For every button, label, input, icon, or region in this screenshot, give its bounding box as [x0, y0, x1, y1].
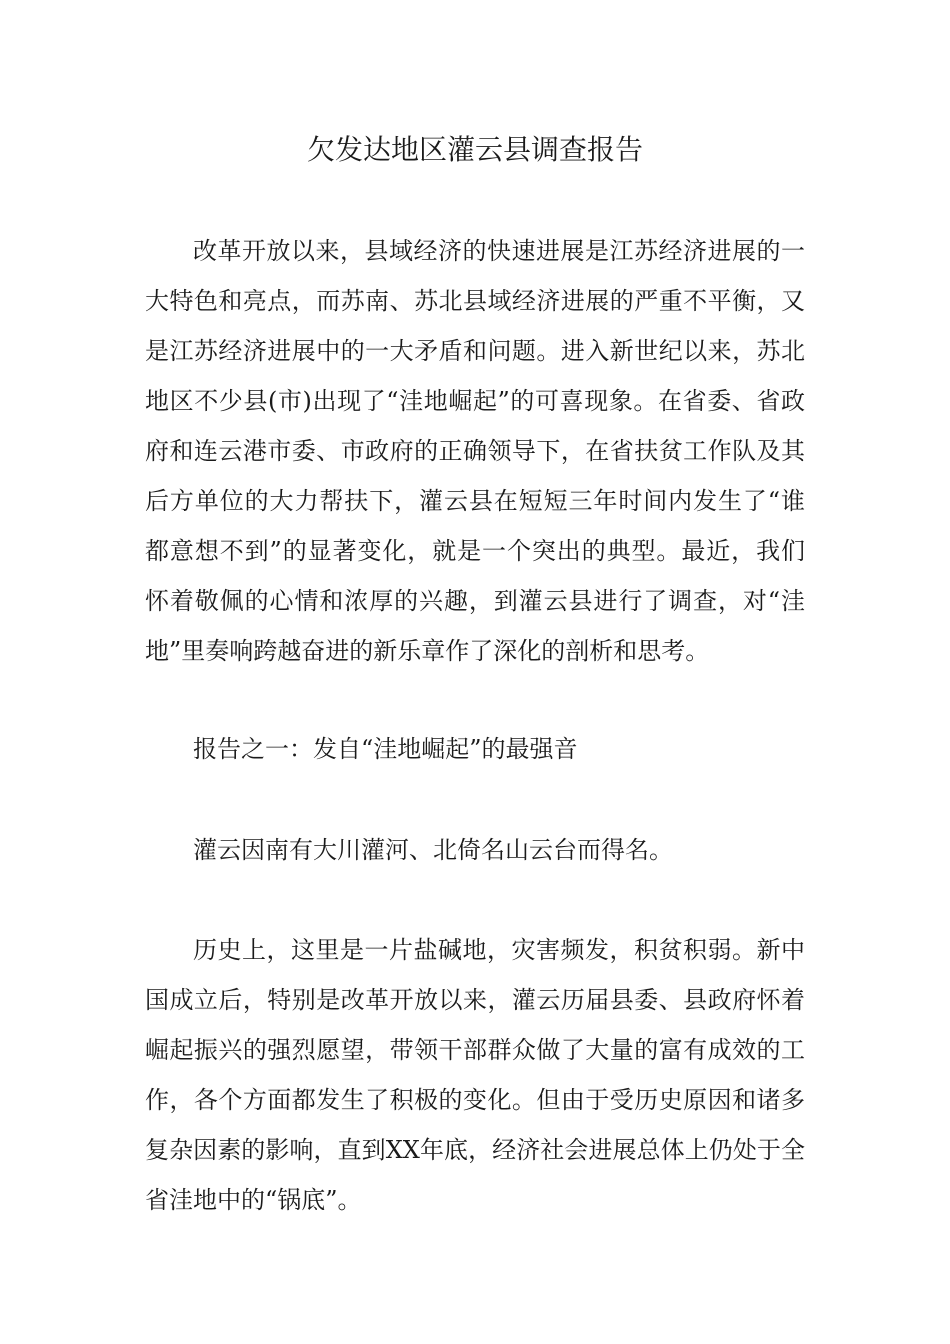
history-paragraph: 历史上，这里是一片盐碱地，灾害频发，积贫积弱。新中国成立后，特别是改革开放以来，灌云历届县委、县政府怀着崛起振兴的强烈愿望，带领干部群众做了大量的富有成效的工作，各个方面都发生了积极的变化。但由于受历史原因和诸多复杂因素的影响，直到XX年底，经济社会进展总体上仍处于全省洼地中的“锅底”。: [145, 936, 805, 1214]
intro-paragraph: 改革开放以来，县域经济的快速进展是江苏经济进展的一大特色和亮点，而苏南、苏北县域经济进展的严重不平衡，又是江苏经济进展中的一大矛盾和问题。进入新世纪以来，苏北地区不少县(市)出现了“洼地崛起”的可喜现象。在省委、省政府和连云港市委、市政府的正确领导下，在省扶贫工作队及其后方单位的大力帮扶下，灌云县在短短三年时间内发生了“谁都意想不到”的显著变化，就是一个突出的典型。最近，我们怀着敬佩的心情和浓厚的兴趣，到灌云县进行了调查，对“洼地”里奏响跨越奋进的新乐章作了深化的剖析和思考。: [145, 237, 805, 665]
name-origin-paragraph: 灌云因南有大川灌河、北倚名山云台而得名。: [193, 836, 673, 864]
document-title: 欠发达地区灌云县调查报告: [306, 133, 643, 166]
section-heading: 报告之一：发自“洼地崛起”的最强音: [193, 735, 578, 763]
